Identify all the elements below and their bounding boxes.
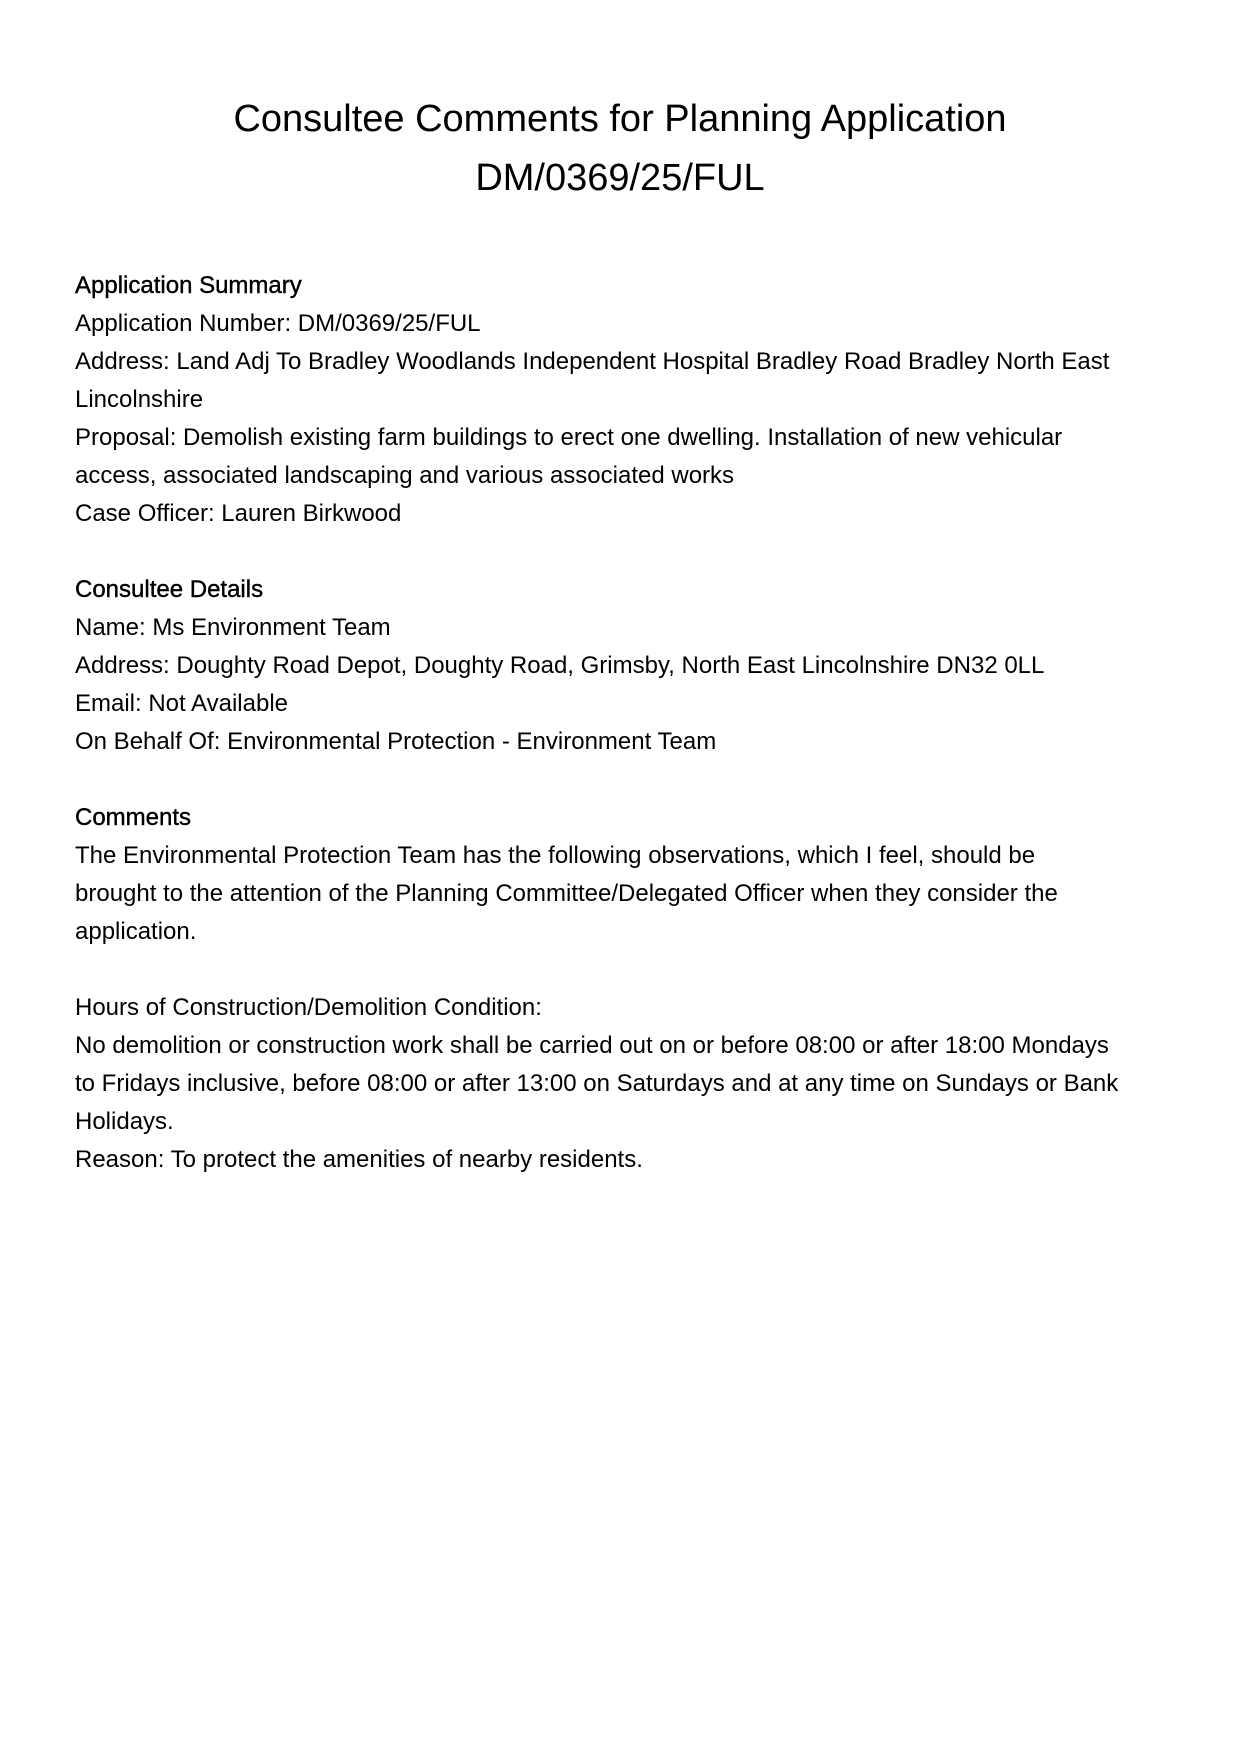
application-summary-section	[75, 267, 1165, 533]
condition-line-3: Holidays.	[75, 1108, 174, 1135]
comments-intro-line-2: brought to the attention of the Planning Committee/Delegated Officer when they consider the	[75, 880, 1058, 907]
condition-line-2: to Fridays inclusive, before 08:00 or after 13:00 on Saturdays and at any time on Sundays or Bank	[75, 1070, 1119, 1097]
comments-heading: Comments	[75, 804, 192, 831]
document-title	[75, 90, 1165, 208]
consultee-address: Address: Doughty Road Depot, Doughty Road, Grimsby, North East Lincolnshire DN32 0LL	[75, 652, 1045, 679]
condition-line-1: No demolition or construction work shall be carried out on or before 08:00 or after 18:00 Mondays	[75, 1032, 1109, 1059]
comments-intro-line-3: application.	[75, 918, 197, 945]
section-spacer	[75, 533, 1165, 571]
proposal-line-2: access, associated landscaping and various associated works	[75, 462, 735, 489]
comments-section	[75, 799, 1165, 1179]
application-summary-heading: Application Summary	[75, 272, 302, 299]
consultee-on-behalf-of: On Behalf Of: Environmental Protection - Environment Team	[75, 728, 717, 755]
proposal-line-1: Proposal: Demolish existing farm buildings to erect one dwelling. Installation of new vehicular	[75, 424, 1063, 451]
paragraph-spacer	[75, 951, 1165, 989]
condition-reason: Reason: To protect the amenities of nearby residents.	[75, 1146, 643, 1173]
consultee-name: Name: Ms Environment Team	[75, 614, 391, 641]
condition-title: Hours of Construction/Demolition Condition:	[75, 994, 542, 1021]
title-line-1: Consultee Comments for Planning Application	[233, 98, 1007, 140]
section-spacer	[75, 761, 1165, 799]
address-line-2: Lincolnshire	[75, 386, 204, 413]
case-officer: Case Officer: Lauren Birkwood	[75, 500, 402, 527]
application-number: Application Number: DM/0369/25/FUL	[75, 310, 481, 337]
consultee-details-heading: Consultee Details	[75, 576, 264, 603]
address-line-1: Address: Land Adj To Bradley Woodlands Independent Hospital Bradley Road Bradley North East	[75, 348, 1110, 375]
consultee-details-section	[75, 571, 1165, 761]
consultee-email: Email: Not Available	[75, 690, 288, 717]
comments-intro-line-1: The Environmental Protection Team has the following observations, which I feel, should be	[75, 842, 1036, 869]
title-line-2: DM/0369/25/FUL	[475, 157, 765, 199]
